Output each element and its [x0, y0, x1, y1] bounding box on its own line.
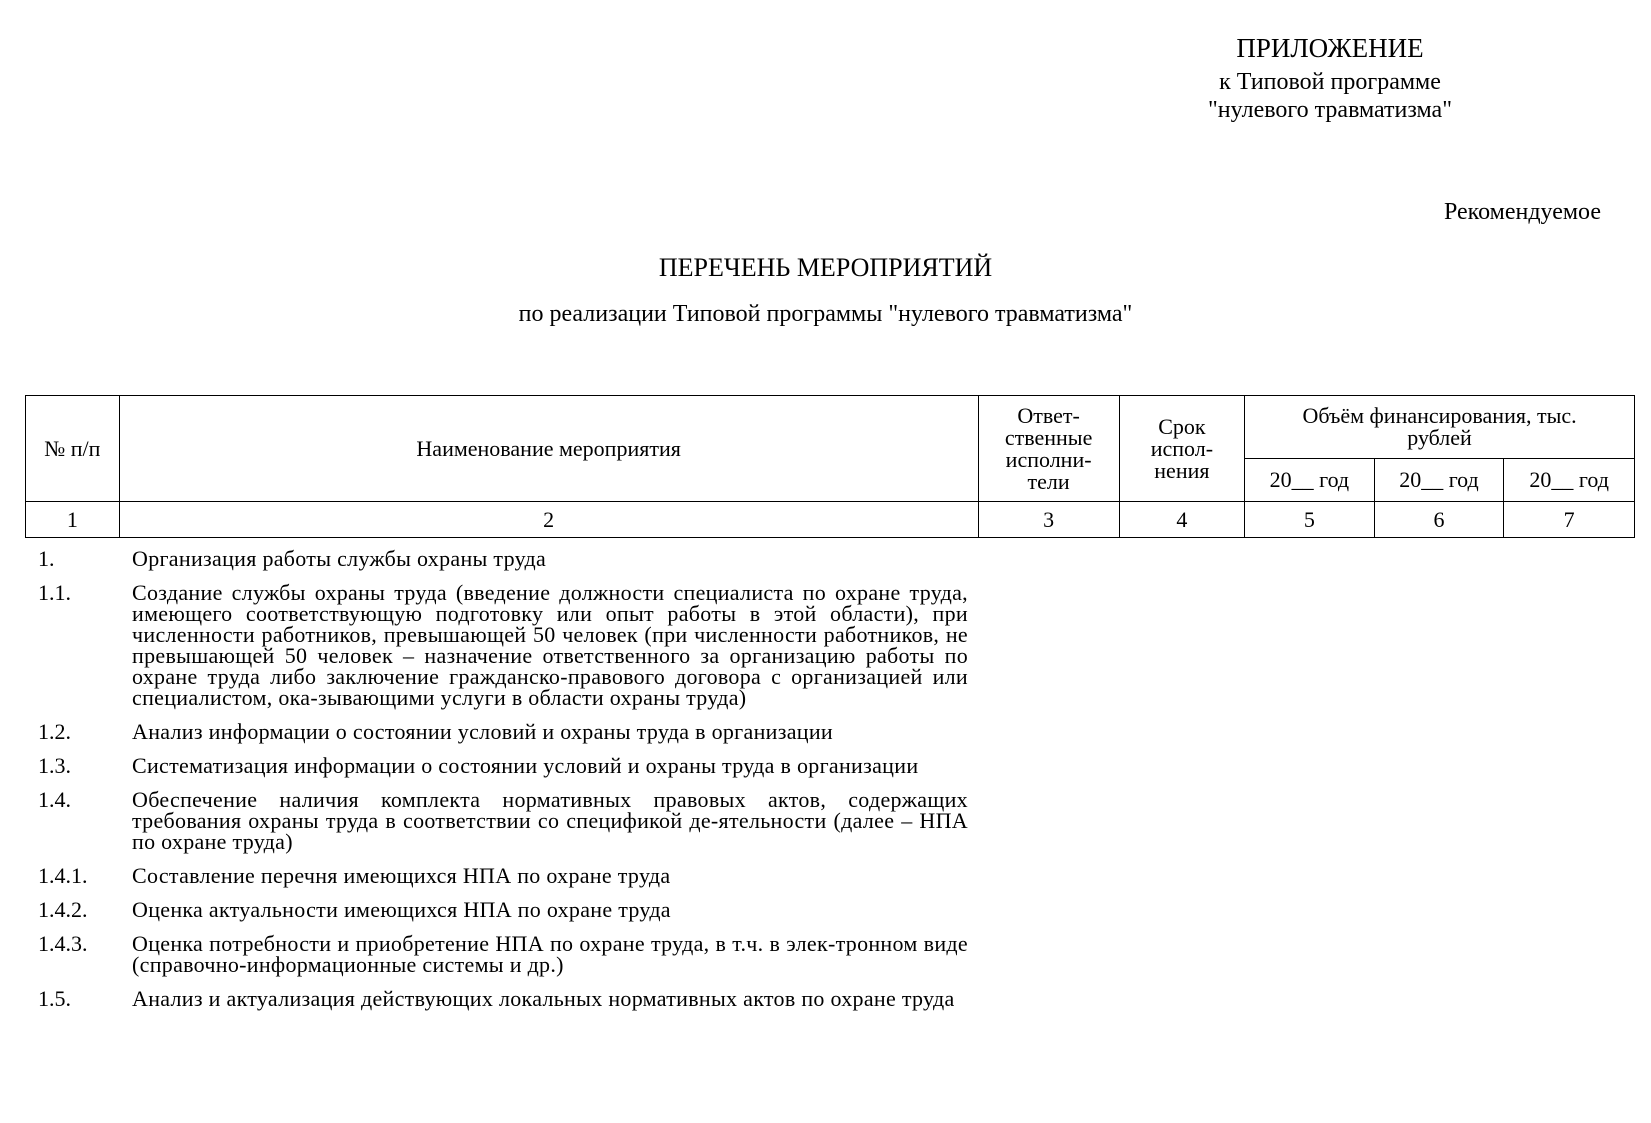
- item-text: Систематизация информации о состоянии условий и охраны труда в организации: [132, 753, 919, 778]
- header-year-1: 20__ год: [1245, 459, 1375, 502]
- item-text: Обеспечение наличия комплекта нормативных правовых актов, содержащих требования охраны труда в соответствии со спецификой де-ятельности (далее – НПА по охране труда): [132, 787, 968, 854]
- item-number: 1.4.: [38, 787, 71, 812]
- list-item: [38, 988, 968, 1009]
- measures-table-header: [25, 395, 1635, 538]
- measures-list: [38, 548, 968, 1022]
- recommended-label: Рекомендуемое: [1443, 199, 1601, 225]
- column-number: 1: [26, 502, 120, 538]
- item-text: Оценка потребности и приобретение НПА по охране труда, в т.ч. в элек-тронном виде (справочно-информационные системы и др.): [132, 931, 968, 977]
- item-text: Оценка актуальности имеющихся НПА по охране труда: [132, 897, 671, 922]
- item-number: 1.: [38, 546, 55, 571]
- list-item: [38, 721, 968, 742]
- column-number: 5: [1245, 502, 1375, 538]
- item-number: 1.5.: [38, 986, 71, 1011]
- item-number: 1.4.1.: [38, 863, 88, 888]
- item-number: 1.4.3.: [38, 931, 88, 956]
- header-year-2: 20__ год: [1374, 459, 1504, 502]
- column-number: 3: [978, 502, 1119, 538]
- appendix-line-2: "нулевого травматизма": [1208, 97, 1452, 123]
- item-text: Организация работы службы охраны труда: [132, 546, 547, 571]
- header-year-3: 20__ год: [1504, 459, 1635, 502]
- document-subtitle: по реализации Типовой программы "нулевого травматизма": [518, 301, 1133, 327]
- appendix-block: [1180, 30, 1480, 122]
- column-number: 6: [1374, 502, 1504, 538]
- header-deadline: Срок испол-нения: [1119, 396, 1244, 502]
- header-name: Наименование мероприятия: [119, 396, 978, 502]
- column-number: 4: [1119, 502, 1244, 538]
- item-text: Анализ и актуализация действующих локальных нормативных актов по охране труда: [132, 986, 955, 1011]
- list-item: [38, 789, 968, 852]
- column-number: 7: [1504, 502, 1635, 538]
- list-item: [38, 899, 968, 920]
- list-item: [38, 865, 968, 886]
- item-text: Создание службы охраны труда (введение должности специалиста по охране труда, имеющего соответствующую подготовку или опыт работы в этой области), при численности работников, превышающей 50 человек (при численности работников, не превышающей 50 человек – назначение ответственного за организацию работы по охране труда либо заключение гражданско-правового договора с организацией или специалистом, ока-зывающими услуги в области охраны труда): [132, 580, 968, 710]
- list-item: [38, 548, 968, 569]
- document-title: ПЕРЕЧЕНЬ МЕРОПРИЯТИЙ: [658, 253, 993, 282]
- item-number: 1.4.2.: [38, 897, 88, 922]
- item-text: Анализ информации о состоянии условий и охраны труда в организации: [132, 719, 833, 744]
- item-text: Составление перечня имеющихся НПА по охране труда: [132, 863, 671, 888]
- item-number: 1.2.: [38, 719, 71, 744]
- list-item: [38, 933, 968, 975]
- column-number: 2: [119, 502, 978, 538]
- appendix-title: ПРИЛОЖЕНИЕ: [1236, 33, 1424, 63]
- header-responsible: Ответ-ственные исполни-тели: [978, 396, 1119, 502]
- item-number: 1.3.: [38, 753, 71, 778]
- list-item: [38, 582, 968, 708]
- header-num: № п/п: [26, 396, 120, 502]
- header-funding: Объём финансирования, тыс. рублей: [1245, 396, 1635, 459]
- list-item: [38, 755, 968, 776]
- appendix-line-1: к Типовой программе: [1219, 69, 1441, 95]
- item-number: 1.1.: [38, 580, 71, 605]
